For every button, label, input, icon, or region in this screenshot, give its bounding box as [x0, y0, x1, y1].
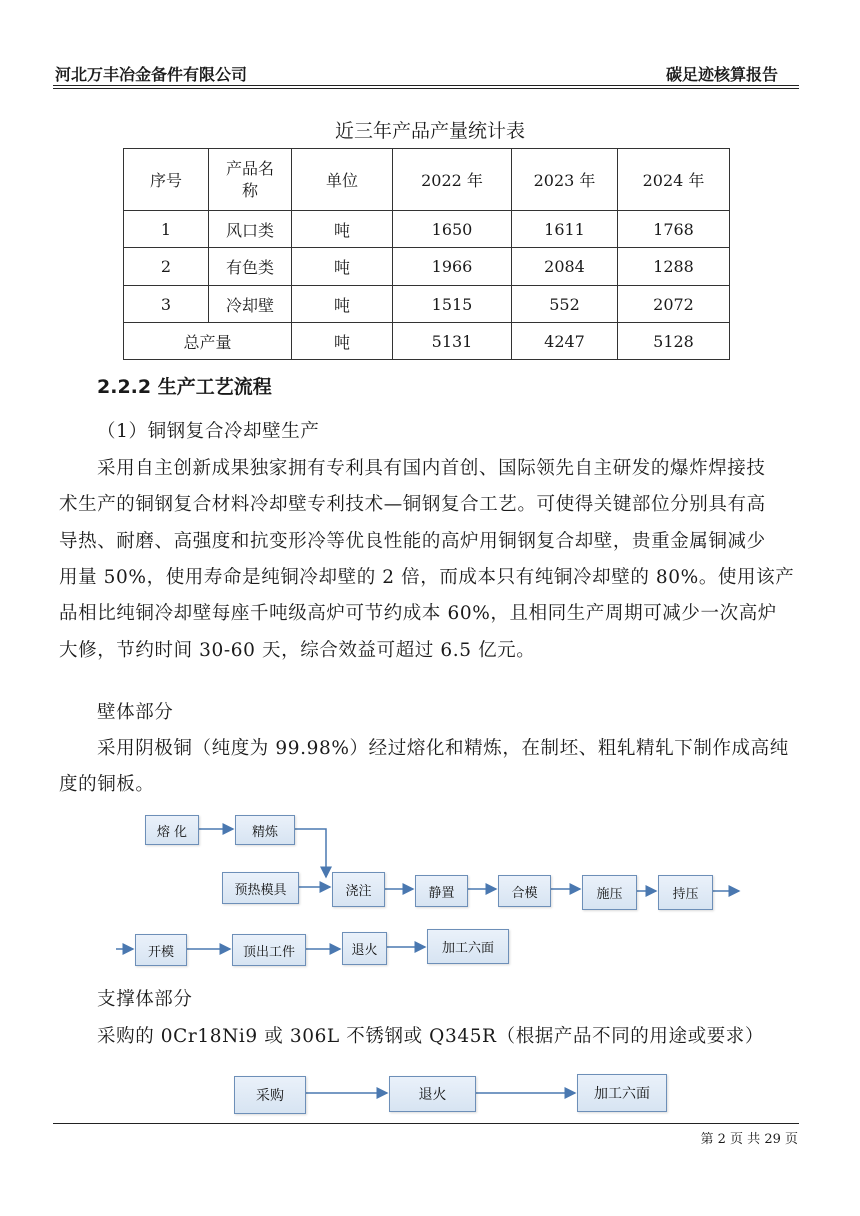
header-cell: 2022 年: [393, 149, 512, 211]
table-cell: 风口类: [209, 211, 292, 248]
table-cell: 2084: [512, 248, 618, 286]
support-section-title: 支撑体部分: [97, 989, 193, 1010]
paragraph-line: 采用自主创新成果独家拥有专利具有国内首创、国际领先自主研发的爆炸焊接技: [97, 458, 766, 479]
header-name-line1: 产品名: [225, 158, 274, 178]
header-cell: 单位: [292, 149, 393, 211]
flow-step-annealing: 退火: [342, 932, 387, 965]
table-cell: 吨: [292, 248, 393, 286]
header-name-line2: 称: [241, 180, 258, 200]
table-cell: 冷却壁: [209, 286, 292, 323]
flow2-step-machining: 加工六面: [577, 1074, 667, 1112]
paragraph-line: 采用阴极铜（纯度为 99.98%）经过熔化和精炼，在制坯、粗轧精轧下制作成高纯: [97, 738, 789, 759]
table-cell: 4247: [512, 323, 618, 360]
table-cell: 552: [512, 286, 618, 323]
table-cell: 5128: [618, 323, 730, 360]
flow-step-holding: 持压: [658, 875, 713, 910]
flow-step-refining: 精炼: [235, 815, 295, 845]
flow-step-ejection: 顶出工件: [232, 934, 306, 966]
paragraph-line: 品相比纯铜冷却壁每座千吨级高炉可节约成本 60%，且相同生产周期可减少一次高炉: [59, 603, 777, 624]
wall-section-title: 壁体部分: [97, 702, 174, 723]
paragraph-line: 术生产的铜钢复合材料冷却壁专利技术—铜钢复合工艺。可使得关键部位分别具有高: [59, 494, 766, 515]
paragraph-line: 用量 50%，使用寿命是纯铜冷却壁的 2 倍，而成本只有纯铜冷却壁的 80%。使用该产: [59, 567, 795, 588]
table-cell: 1650: [393, 211, 512, 248]
flow-step-mold-opening: 开模: [135, 934, 187, 966]
paragraph-line: 采购的 0Cr18Ni9 或 306L 不锈钢或 Q345R（根据产品不同的用途或要求）: [97, 1026, 764, 1047]
table-cell: 2: [124, 248, 209, 286]
table-cell: 吨: [292, 286, 393, 323]
flow2-step-purchase: 采购: [234, 1076, 306, 1114]
table-cell: 1611: [512, 211, 618, 248]
table-cell: 2072: [618, 286, 730, 323]
table-cell: 1768: [618, 211, 730, 248]
table-cell: 1: [124, 211, 209, 248]
flow-step-mold-closing: 合模: [498, 875, 551, 907]
table-cell: 总产量: [124, 323, 292, 360]
table-cell: 3: [124, 286, 209, 323]
page-number: 第 2 页 共 29 页: [700, 1132, 798, 1147]
table-cell: 有色类: [209, 248, 292, 286]
table-title: 近三年产品产量统计表: [334, 120, 525, 142]
flow2-step-annealing: 退火: [389, 1076, 476, 1112]
paragraph-line: 度的铜板。: [59, 774, 155, 795]
header-cell: 2023 年: [512, 149, 618, 211]
flow-step-standing: 静置: [415, 875, 468, 907]
flow-step-preheat-mold: 预热模具: [222, 872, 299, 904]
subsection-title: （1）铜钢复合冷却壁生产: [97, 421, 320, 442]
paragraph-line: 导热、耐磨、高强度和抗变形冷等优良性能的高炉用铜钢复合却壁，贵重金属铜减少: [59, 531, 766, 552]
section-heading: 2.2.2 生产工艺流程: [97, 376, 272, 398]
paragraph-line: 大修，节约时间 30-60 天，综合效益可超过 6.5 亿元。: [59, 640, 536, 661]
header-cell: 序号: [124, 149, 209, 211]
flow-step-pressing: 施压: [582, 875, 637, 910]
table-cell: 1515: [393, 286, 512, 323]
table-cell: 5131: [393, 323, 512, 360]
table-cell: 1288: [618, 248, 730, 286]
flow-step-machining: 加工六面: [427, 929, 509, 964]
header-cell: 2024 年: [618, 149, 730, 211]
table-cell: 吨: [292, 211, 393, 248]
flow-step-melting: 熔 化: [145, 815, 199, 845]
table-cell: 吨: [292, 323, 393, 360]
company-name: 河北万丰冶金备件有限公司: [55, 65, 248, 84]
table-cell: 1966: [393, 248, 512, 286]
footer-divider: [53, 1123, 799, 1124]
report-title: 碳足迹核算报告: [665, 65, 778, 84]
flow-step-pouring: 浇注: [332, 872, 385, 907]
